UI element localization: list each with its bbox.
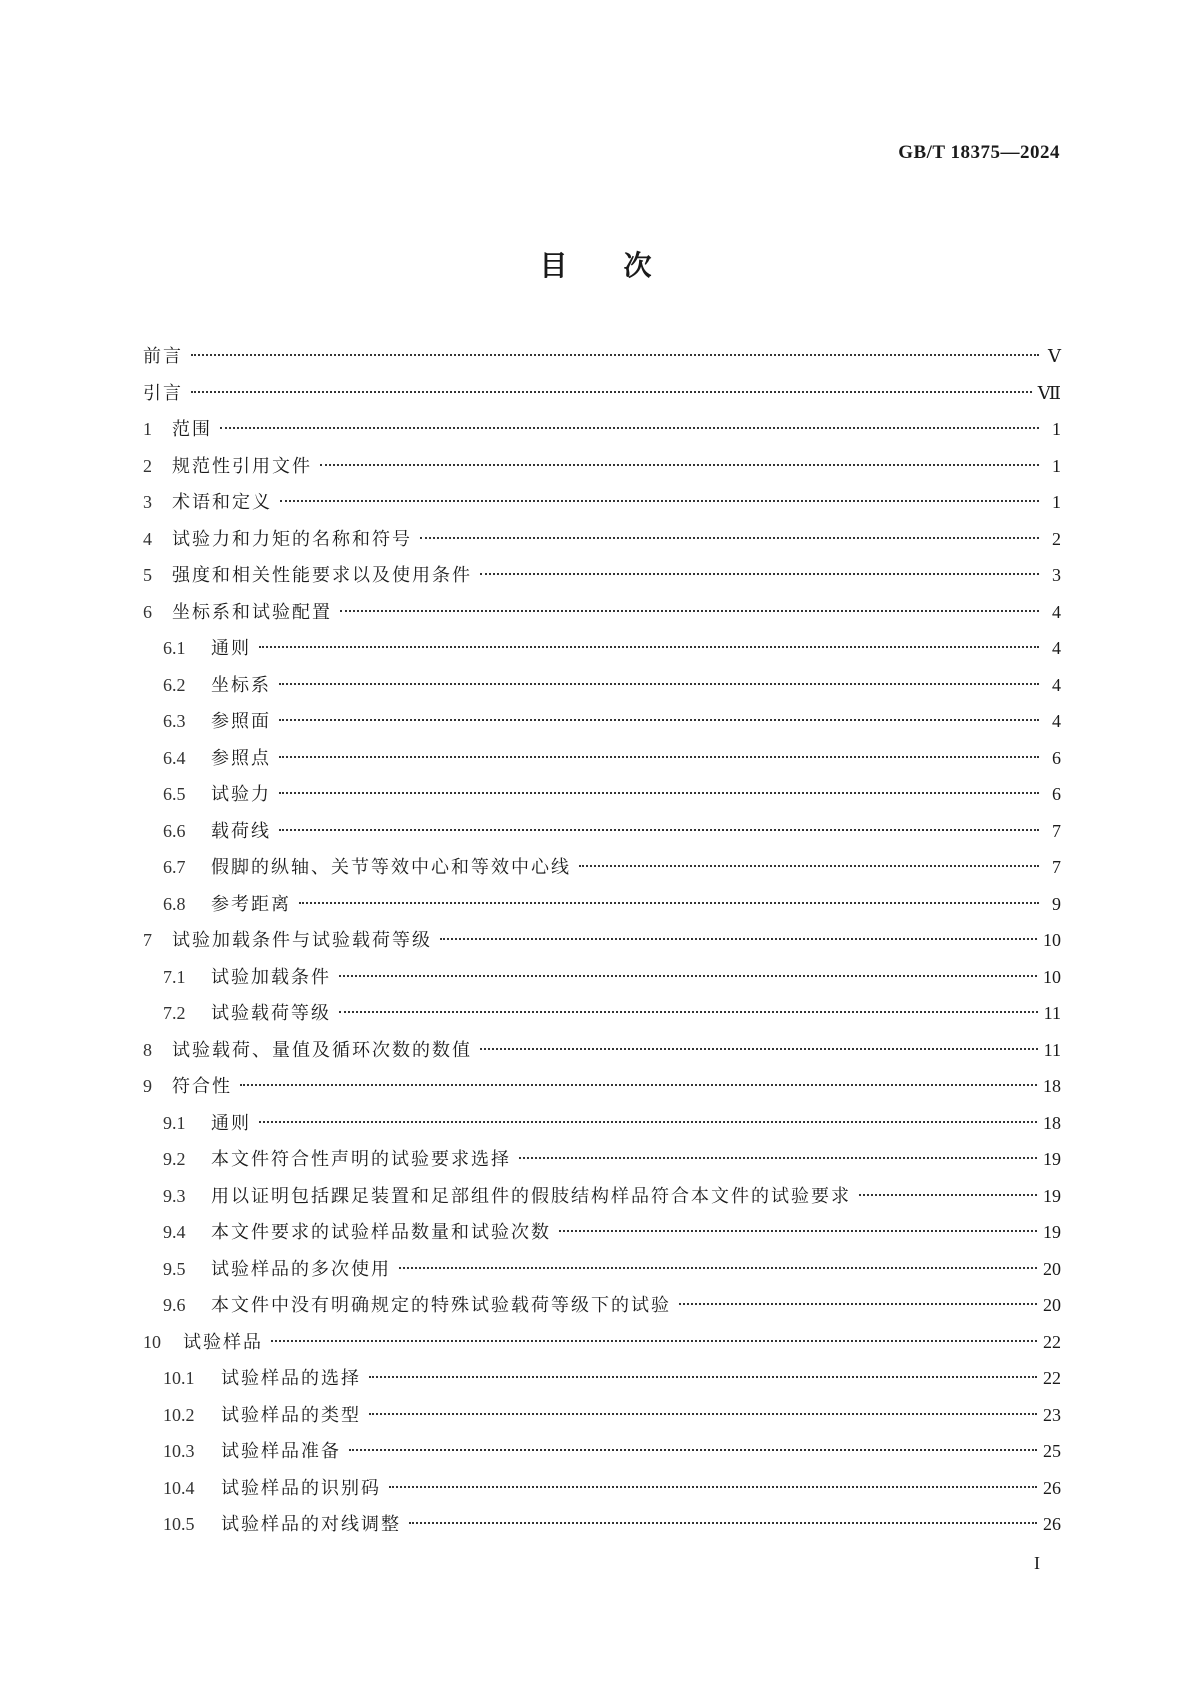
toc-entry-page: 22 [1043, 1331, 1061, 1352]
toc-entry-page: 10 [1043, 930, 1061, 950]
toc-leader-dots [191, 391, 1032, 393]
toc-entry-number: 9.2 [163, 1149, 186, 1169]
toc-entry[interactable] [143, 922, 1061, 959]
toc-entry-title: 符合性 [172, 1076, 232, 1097]
toc-entry[interactable] [143, 740, 1061, 777]
toc-entry[interactable] [143, 1397, 1061, 1434]
toc-entry-page: 23 [1043, 1404, 1061, 1425]
toc-entry-page: 20 [1043, 1258, 1061, 1279]
toc-entry-title: 试验样品 [183, 1331, 263, 1353]
toc-entry-number: 7.2 [163, 1003, 186, 1023]
toc-leader-dots [369, 1376, 1037, 1378]
toc-entry-title: 试验样品准备 [221, 1441, 341, 1462]
toc-entry-title: 范围 [172, 419, 212, 440]
toc-entry[interactable] [143, 375, 1061, 412]
table-of-contents [143, 338, 1061, 1543]
toc-entry-page: 19 [1043, 1149, 1061, 1169]
toc-entry[interactable] [143, 1360, 1061, 1397]
toc-entry-title: 本文件符合性声明的试验要求选择 [211, 1149, 511, 1170]
toc-entry-page: 4 [1052, 601, 1061, 622]
toc-entry-number: 9 [143, 1076, 152, 1096]
toc-entry-page: 1 [1052, 492, 1061, 512]
toc-leader-dots [389, 1486, 1037, 1488]
toc-entry-number: 6.6 [163, 820, 186, 841]
toc-entry-number: 10.3 [163, 1441, 195, 1461]
toc-entry-page: 9 [1052, 893, 1061, 914]
toc-entry-title: 载荷线 [211, 820, 271, 842]
toc-entry-number: 1 [143, 419, 152, 439]
toc-entry[interactable] [143, 630, 1061, 667]
toc-entry-title: 引言 [143, 382, 183, 404]
toc-entry-title: 前言 [143, 346, 183, 367]
toc-entry[interactable] [143, 1178, 1061, 1215]
toc-leader-dots [480, 573, 1039, 575]
toc-entry-number: 7.1 [163, 966, 186, 987]
toc-entry-title: 术语和定义 [172, 492, 272, 513]
toc-entry-title: 本文件要求的试验样品数量和试验次数 [211, 1222, 551, 1243]
toc-leader-dots [440, 938, 1037, 940]
toc-entry-page: 4 [1052, 711, 1061, 731]
toc-leader-dots [559, 1230, 1037, 1232]
toc-entry-page: 1 [1052, 455, 1061, 476]
toc-entry-number: 6 [143, 601, 152, 622]
toc-entry-page: 7 [1052, 820, 1061, 841]
toc-leader-dots [519, 1157, 1037, 1159]
toc-entry[interactable] [143, 1214, 1061, 1251]
toc-entry-page: 10 [1043, 966, 1061, 987]
toc-entry-title: 参考距离 [211, 893, 291, 915]
toc-entry[interactable] [143, 1105, 1061, 1142]
toc-entry-page: Ⅴ [1048, 346, 1061, 366]
toc-leader-dots [259, 1121, 1037, 1123]
toc-entry-number: 6.2 [163, 674, 186, 695]
toc-entry-page: 11 [1043, 1003, 1061, 1023]
standard-code: GB/T 18375—2024 [898, 142, 1060, 163]
toc-leader-dots [340, 610, 1039, 612]
toc-leader-dots [339, 975, 1037, 977]
toc-entry[interactable] [143, 1506, 1061, 1543]
toc-entry-page: 22 [1043, 1368, 1061, 1388]
toc-entry-title: 本文件中没有明确规定的特殊试验载荷等级下的试验 [211, 1295, 671, 1316]
toc-entry-page: 26 [1043, 1477, 1061, 1498]
toc-entry-title: 试验载荷等级 [211, 1003, 331, 1024]
toc-entry-page: 25 [1043, 1441, 1061, 1461]
toc-leader-dots [480, 1048, 1038, 1050]
toc-leader-dots [399, 1267, 1037, 1269]
toc-leader-dots [271, 1340, 1037, 1342]
toc-entry-title: 通则 [211, 638, 251, 659]
toc-entry[interactable] [143, 338, 1061, 375]
toc-entry[interactable] [143, 703, 1061, 740]
toc-entry-title: 试验样品的选择 [221, 1368, 361, 1389]
toc-entry[interactable] [143, 959, 1061, 996]
toc-entry-number: 3 [143, 492, 152, 512]
toc-entry-page: 19 [1043, 1185, 1061, 1206]
toc-entry-title: 试验载荷、量值及循环次数的数值 [172, 1039, 472, 1061]
toc-entry-page: 4 [1052, 674, 1061, 695]
toc-entry-number: 6.3 [163, 711, 186, 731]
toc-entry[interactable] [143, 411, 1061, 448]
toc-entry-page: 1 [1052, 419, 1061, 439]
toc-entry[interactable] [143, 667, 1061, 704]
toc-entry-page: 26 [1043, 1514, 1061, 1534]
toc-entry-page: 2 [1052, 528, 1061, 549]
toc-entry[interactable] [143, 1433, 1061, 1470]
toc-entry-number: 6.4 [163, 747, 186, 768]
toc-entry-number: 10 [143, 1331, 161, 1352]
toc-entry-title: 试验加载条件 [211, 966, 331, 988]
toc-entry-title: 试验样品的多次使用 [211, 1258, 391, 1280]
toc-entry-title: 坐标系和试验配置 [172, 601, 332, 623]
toc-entry-page: 6 [1052, 747, 1061, 768]
toc-entry-number: 9.1 [163, 1112, 186, 1133]
toc-leader-dots [240, 1084, 1037, 1086]
toc-entry-page: 20 [1043, 1295, 1061, 1315]
toc-entry[interactable] [143, 776, 1061, 813]
toc-leader-dots [320, 464, 1039, 466]
toc-entry-number: 6.1 [163, 638, 186, 658]
toc-entry[interactable] [143, 484, 1061, 521]
toc-entry-number: 9.6 [163, 1295, 186, 1315]
toc-entry[interactable] [143, 849, 1061, 886]
toc-entry-page: 6 [1052, 784, 1061, 804]
toc-entry-title: 用以证明包括踝足装置和足部组件的假肢结构样品符合本文件的试验要求 [211, 1185, 851, 1207]
toc-entry-page: 11 [1043, 1039, 1061, 1060]
toc-leader-dots [369, 1413, 1037, 1415]
toc-entry-number: 8 [143, 1039, 152, 1060]
toc-entry-title: 试验样品的类型 [221, 1404, 361, 1426]
toc-entry[interactable] [143, 448, 1061, 485]
toc-entry-page: 18 [1043, 1076, 1061, 1096]
toc-entry-page: 3 [1052, 565, 1061, 585]
toc-entry[interactable] [143, 1068, 1061, 1105]
toc-entry[interactable] [143, 1032, 1061, 1069]
toc-leader-dots [220, 427, 1039, 429]
toc-entry[interactable] [143, 557, 1061, 594]
toc-entry[interactable] [143, 1470, 1061, 1507]
toc-entry-title: 坐标系 [211, 674, 271, 696]
toc-entry-number: 6.5 [163, 784, 186, 804]
toc-entry[interactable] [143, 1251, 1061, 1288]
toc-entry-number: 6.8 [163, 893, 186, 914]
toc-entry-page: Ⅶ [1037, 382, 1061, 403]
toc-entry[interactable] [143, 886, 1061, 923]
toc-leader-dots [191, 354, 1039, 356]
toc-leader-dots [299, 902, 1039, 904]
toc-entry[interactable] [143, 995, 1061, 1032]
toc-leader-dots [409, 1522, 1037, 1524]
toc-entry-title: 通则 [211, 1112, 251, 1134]
toc-entry-title: 试验力和力矩的名称和符号 [172, 528, 412, 550]
toc-leader-dots [279, 756, 1039, 758]
toc-leader-dots [339, 1011, 1038, 1013]
toc-entry-page: 18 [1043, 1112, 1061, 1133]
page-title: 目次 [539, 249, 708, 282]
toc-leader-dots [259, 646, 1039, 648]
toc-entry-number: 9.3 [163, 1185, 186, 1206]
toc-entry-title: 参照面 [211, 711, 271, 732]
toc-entry-number: 5 [143, 565, 152, 585]
toc-entry-number: 10.5 [163, 1514, 195, 1534]
toc-leader-dots [280, 500, 1039, 502]
toc-entry-number: 9.4 [163, 1222, 186, 1242]
toc-leader-dots [279, 829, 1039, 831]
toc-entry-title: 试验加载条件与试验载荷等级 [172, 930, 432, 951]
toc-entry-title: 试验样品的对线调整 [221, 1514, 401, 1535]
toc-leader-dots [349, 1449, 1037, 1451]
toc-entry-title: 强度和相关性能要求以及使用条件 [172, 565, 472, 586]
toc-entry[interactable] [143, 813, 1061, 850]
toc-entry[interactable] [143, 521, 1061, 558]
toc-leader-dots [279, 683, 1039, 685]
page-number: I [1034, 1553, 1040, 1573]
toc-entry-number: 7 [143, 930, 152, 950]
toc-leader-dots [859, 1194, 1037, 1196]
toc-entry[interactable] [143, 1141, 1061, 1178]
toc-entry-title: 规范性引用文件 [172, 455, 312, 477]
toc-entry-page: 4 [1052, 638, 1061, 658]
toc-entry-page: 19 [1043, 1222, 1061, 1242]
toc-entry[interactable] [143, 594, 1061, 631]
toc-entry-page: 7 [1052, 857, 1061, 877]
toc-leader-dots [679, 1303, 1037, 1305]
toc-entry[interactable] [143, 1324, 1061, 1361]
toc-leader-dots [279, 792, 1039, 794]
toc-entry-title: 参照点 [211, 747, 271, 769]
toc-leader-dots [579, 865, 1039, 867]
toc-entry-title: 试验力 [211, 784, 271, 805]
toc-entry-number: 10.2 [163, 1404, 195, 1425]
toc-entry-title: 试验样品的识别码 [221, 1477, 381, 1499]
toc-entry[interactable] [143, 1287, 1061, 1324]
toc-entry-number: 6.7 [163, 857, 186, 877]
toc-leader-dots [420, 537, 1039, 539]
toc-entry-number: 2 [143, 455, 152, 476]
toc-entry-number: 10.1 [163, 1368, 195, 1388]
toc-entry-title: 假脚的纵轴、关节等效中心和等效中心线 [211, 857, 571, 878]
toc-leader-dots [279, 719, 1039, 721]
toc-entry-number: 9.5 [163, 1258, 186, 1279]
toc-entry-number: 10.4 [163, 1477, 195, 1498]
toc-entry-number: 4 [143, 528, 152, 549]
